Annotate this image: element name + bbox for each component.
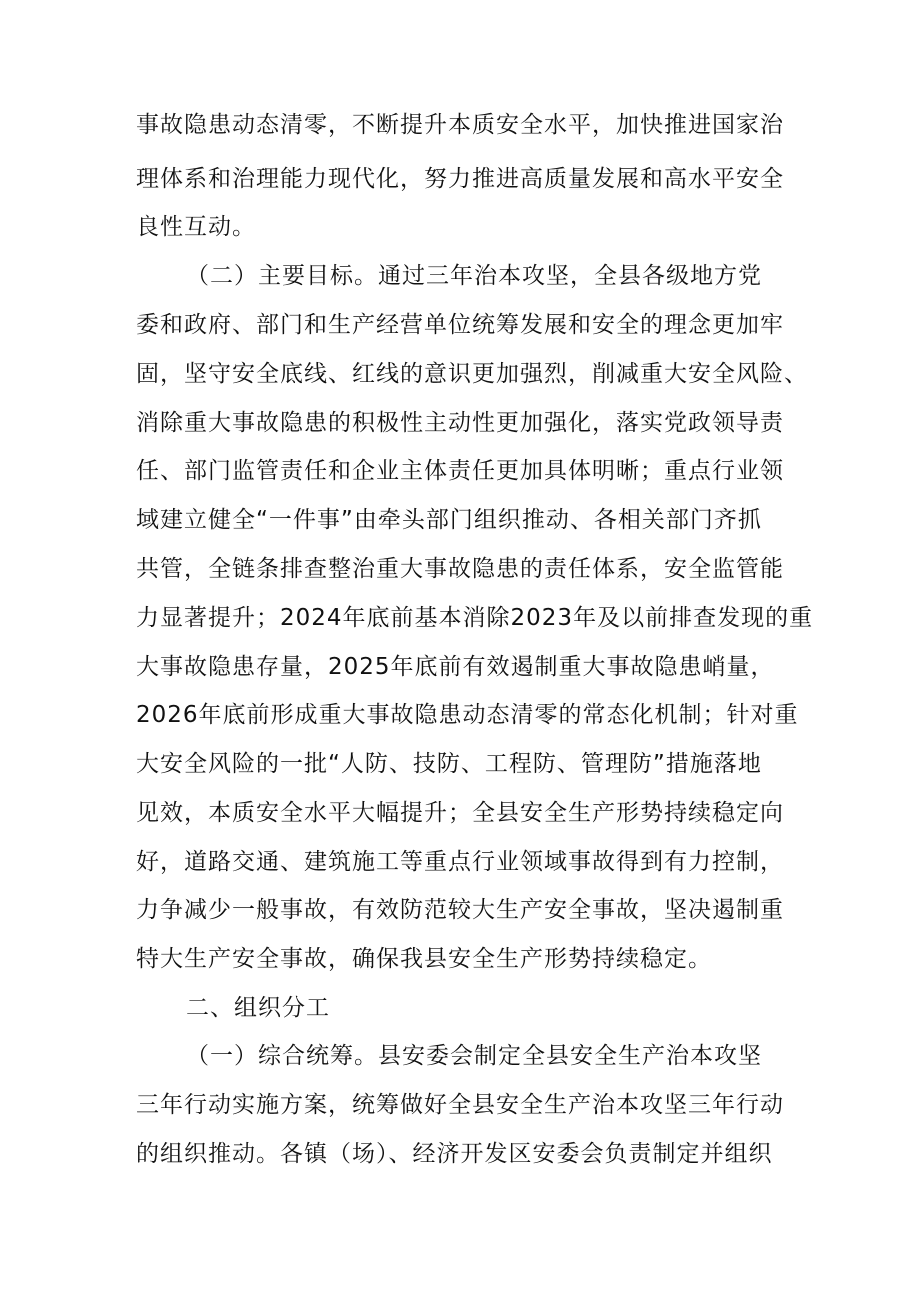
text-line-9: 域建立健全“一件事”由牵头部门组织推动、各相关部门齐抓 (136, 507, 762, 533)
text-line-18: 特大生产安全事故，确保我县安全生产形势持续稳定。 (136, 946, 712, 972)
text-line-16: 好，道路交通、建筑施工等重点行业领域事故得到有力控制， (136, 849, 784, 875)
paragraph-heading-main-goals: （二）主要目标。通过三年治本攻坚，全县各级地方党 (186, 263, 762, 289)
section-heading-organization: 二、组织分工 (186, 995, 330, 1021)
text-line-21: 三年行动实施方案，统筹做好全县安全生产治本攻坚三年行动 (136, 1092, 784, 1118)
text-line-1: 事故隐患动态清零，不断提升本质安全水平，加快推进国家治 (136, 112, 784, 138)
text-line-10: 共管，全链条排查整治重大事故隐患的责任体系，安全监管能 (136, 556, 784, 582)
text-line-22: 的组织推动。各镇（场）、经济开发区安委会负责制定并组织 (136, 1141, 773, 1167)
text-line-5: 委和政府、部门和生产经营单位统筹发展和安全的理念更加牢 (136, 312, 784, 338)
text-line-14: 大安全风险的一批“人防、技防、工程防、管理防”措施落地 (136, 751, 762, 777)
text-line-7: 消除重大事故隐患的积极性主动性更加强化，落实党政领导责 (136, 410, 784, 436)
text-line-17: 力争减少一般事故，有效防范较大生产安全事故，坚决遏制重 (136, 897, 784, 923)
text-line-3: 良性互动。 (136, 214, 256, 240)
text-line-8: 任、部门监管责任和企业主体责任更加具体明晰；重点行业领 (136, 458, 784, 484)
text-line-12: 大事故隐患存量，2025年底前有效遏制重大事故隐患峭量， (136, 654, 775, 680)
text-line-13: 2026年底前形成重大事故隐患动态清零的常态化机制；针对重 (136, 702, 799, 728)
paragraph-heading-coordination: （一）综合统筹。县安委会制定全县安全生产治本攻坚 (186, 1043, 762, 1069)
text-line-15: 见效，本质安全水平大幅提升；全县安全生产形势持续稳定向 (136, 800, 784, 826)
text-line-6: 固，坚守安全底线、红线的意识更加强烈，削减重大安全风险、 (136, 361, 808, 387)
text-line-11: 力显著提升；2024年底前基本消除2023年及以前排查发现的重 (136, 605, 814, 631)
text-line-2: 理体系和治理能力现代化，努力推进高质量发展和高水平安全 (136, 166, 784, 192)
